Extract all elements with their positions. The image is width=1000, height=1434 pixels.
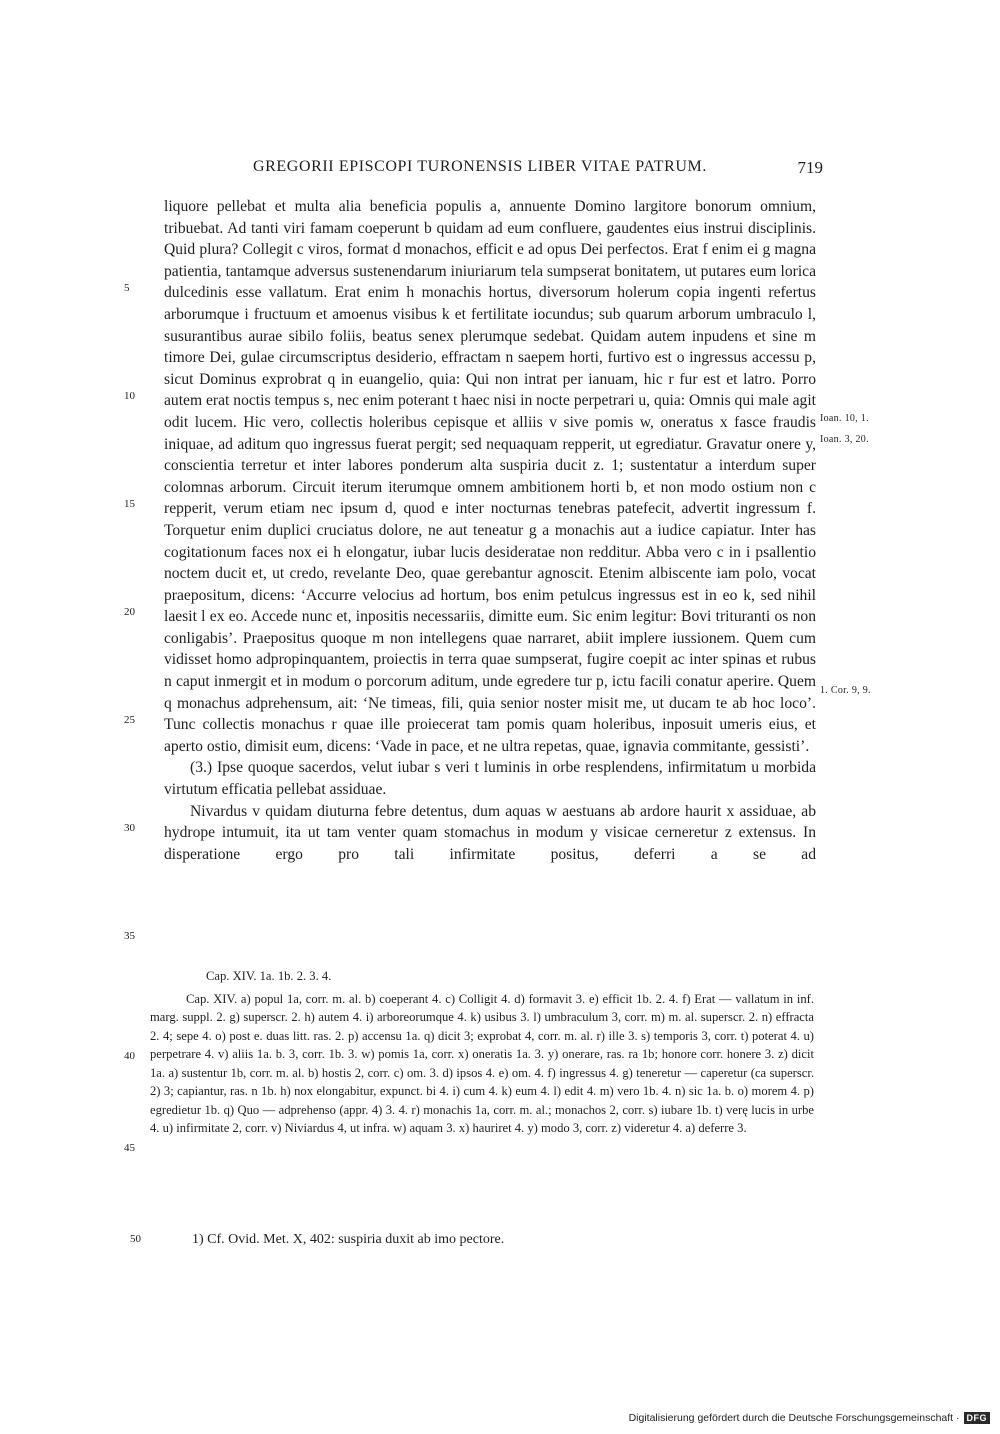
- body-paragraph: liquore pellebat et multa alia beneficia populis a, annuente Domino largitore bonorum omnium, tribuebat. Ad tanti viri famam coeperunt b quidam ad eum confluere, gaudentes eius instrui disciplinis. Quid plura? Collegit c viros, format d monachos, efficit e ad opus Dei perfectos. Erat f enim ei g magna patientia, tantamque adversus sustenendarum iniuriarum tela sumpserat bonitatem, ut putares eum lorica dulcedinis esse vallatum. Erat enim h monachis hortus, diversorum holerum copia ingenti refertus arborumque i fructuum et amoenus visibus k et fertilitate iocundus; sub quarum arborum umbraculo l, susurantibus aurae sibilo foliis, beatus senex plerumque sedebat. Quidam autem inpudens et sine m timore Dei, gulae circumscriptus desiderio, effractam n saepem horti, furtivo est o ingressus accessu p, sicut Dominus exprobrat q in euangelio, quia: Qui non intrat per ianuam, hic r fur est et latro. Porro autem erat noctis tempus s, nec enim poterant t haec nisi in nocte perpetrari u, quia: Omnis qui male agit odit lucem. Hic vero, collectis holeribus cepisque et alliis v sive pomis w, oneratus x fasce fraudis iniquae, ad aditum quo ingressus fuerat pergit; sed nequaquam repperit, ut egrediatur. Gravatur onere y, conscientia terretur et inter labores ponderum alta suspiria ducit z. 1; sustentatur a interdum super colomnas arborum. Circuit iterum iterumque omnem ambitionem horti b, et non modo ostium non c repperit, verum etiam nec ipsum d, quod e inter nocturnas tenebras patefecit, advertit ingressum f. Torquetur enim duplici cruciatus dolore, ne aut teneatur g a monachis aut a iudice capiatur. Inter has cogitationum faces nox ei h elongatur, iubar lucis desideratae non redditur. Abba vero c in i psallentio noctem ducit et, ut credo, revelante Deo, quae gerebantur agnoscit. Etenim albiscente iam polo, vocat praepositum, dicens: ‘Accurre velocius ad hortum, bos enim petulcus ingressus est in eo k, sed nihil laesit l ex eo. Accede nunc et, inpositis necessariis, dimitte eum. Sic enim legitur: Bovi trituranti os non conligabis’. Praepositus quoque m non intellegens quae narraret, abiit implere iussionem. Quem cum vidisset homo adpropinquantem, proiectis in terra quae sumpserat, fugire coepit ac inter spinas et rubus n caput inmergit et in modum o porcorum aditum, unde egredere tur p, ictu facili conatur aperire. Quem q monachus adprehensum, ait: ‘Ne timeas, fili, quia senior noster misit me, ut ducam te ab hoc loco’. Tunc collectis monachus r quae ille proiecerat tam pomis quam holeribus, inposuit umeris eius, et aperto ostio, dimisit eum, dicens: ‘Vade in pace, et ne ultra repetas, quae, ignavia commitante, gessisti’.: [164, 198, 816, 755]
- page-number: 719: [797, 158, 823, 177]
- running-title: GREGORII EPISCOPI TURONENSIS LIBER VITAE PATRUM.: [253, 158, 707, 175]
- line-number: 20: [124, 606, 135, 618]
- scripture-reference: Ioan. 10, 1.: [820, 413, 869, 424]
- line-number: 35: [124, 930, 135, 942]
- running-header: [253, 158, 823, 184]
- scripture-reference: 1. Cor. 9, 9.: [820, 685, 871, 696]
- critical-apparatus: [150, 967, 814, 1138]
- body-paragraph: Nivardus v quidam diuturna febre detentus, dum aquas w aestuans ab ardore haurit x assiduae, ab hydrope intumuit, ita ut tam venter quam stomachus in modum y visicae cerneretur z extensus. In disperatione ergo pro tali infirmitate positus, deferri a se ad: [164, 802, 816, 863]
- line-number: 5: [124, 282, 130, 294]
- apparatus-heading: Cap. XIV. 1a. 1b. 2. 3. 4.: [206, 969, 332, 983]
- dfg-logo: DFG: [964, 1412, 991, 1424]
- main-text: [164, 196, 816, 865]
- apparatus-entries: [150, 990, 814, 1138]
- footnote-text: 1) Cf. Ovid. Met. X, 402: suspiria duxit ab imo pectore.: [192, 1232, 505, 1247]
- line-number: 30: [124, 822, 135, 834]
- line-number: 15: [124, 498, 135, 510]
- body-paragraph: (3.) Ipse quoque sacerdos, velut iubar s veri t luminis in orbe resplendens, infirmitatum u morbida virtutum efficatia pellebat assiduae.: [164, 759, 816, 799]
- apparatus-entries-text: Cap. XIV. a) popul 1a, corr. m. al. b) coeperant 4. c) Colligit 4. d) formavit 3. e) efficit 1b. 2. 4. f) Erat — vallatum in inf. marg. suppl. 2. g) superscr. 2. h) autem 4. i) arboreorumque 4. k) usibus 3. l) umbraculum 3, corr. m) m. al. superscr. 2. n) effracta 2. 4; sepe 4. o) post e. duas litt. ras. 2. p) accensu 1a. q) dicit 3; exprobat 4, corr. m. al. r) ille 3. s) temporis 3, corr. t) poterat 4. u) perpetrare 4. v) aliis 1a. b. 3, corr. 1b. 3. w) pomis 1a, corr. x) oneratis 1a. 3. y) onerare, ras. ra 1b; honore corr. honere 3. z) dicit 1a. a) sustentur 1b, corr. m. al. b) hostis 2, corr. c) om. 3. d) ipsos 4. e) om. 4. f) ingressus 4. g) teneretur — caperetur (ca superscr. 2) 3; capiantur, ras. n 1b. h) nox elongabitur, expunct. bi 4. i) cum 4. k) eum 4. l) edit 4. m) vero 1b. 4. n) sic 1a. b. o) morem 4. p) egredietur 1b. q) Quo — adprehenso (appr. 4) 3. 4. r) monachis 1a, corr. m. al.; monachos 2, corr. s) iubare 1b. t) verę lucis in urbe 4. u) infirmitate 2, corr. v) Niviardus 4, ut infra. w) aquam 3. x) hauriret 4. y) modo 3, corr. z) videretur 4. a) deferre 3.: [150, 991, 814, 1135]
- line-number: 40: [124, 1050, 135, 1062]
- line-number: 25: [124, 714, 135, 726]
- footnote-line-number: 50: [130, 1233, 141, 1245]
- line-number: 45: [124, 1142, 135, 1154]
- line-number: 10: [124, 390, 135, 402]
- digitization-credit-text: Digitalisierung gefördert durch die Deutsche Forschungsgemeinschaft ·: [628, 1412, 960, 1424]
- scripture-reference: Ioan. 3, 20.: [820, 434, 869, 445]
- digitization-credit: [629, 1412, 990, 1424]
